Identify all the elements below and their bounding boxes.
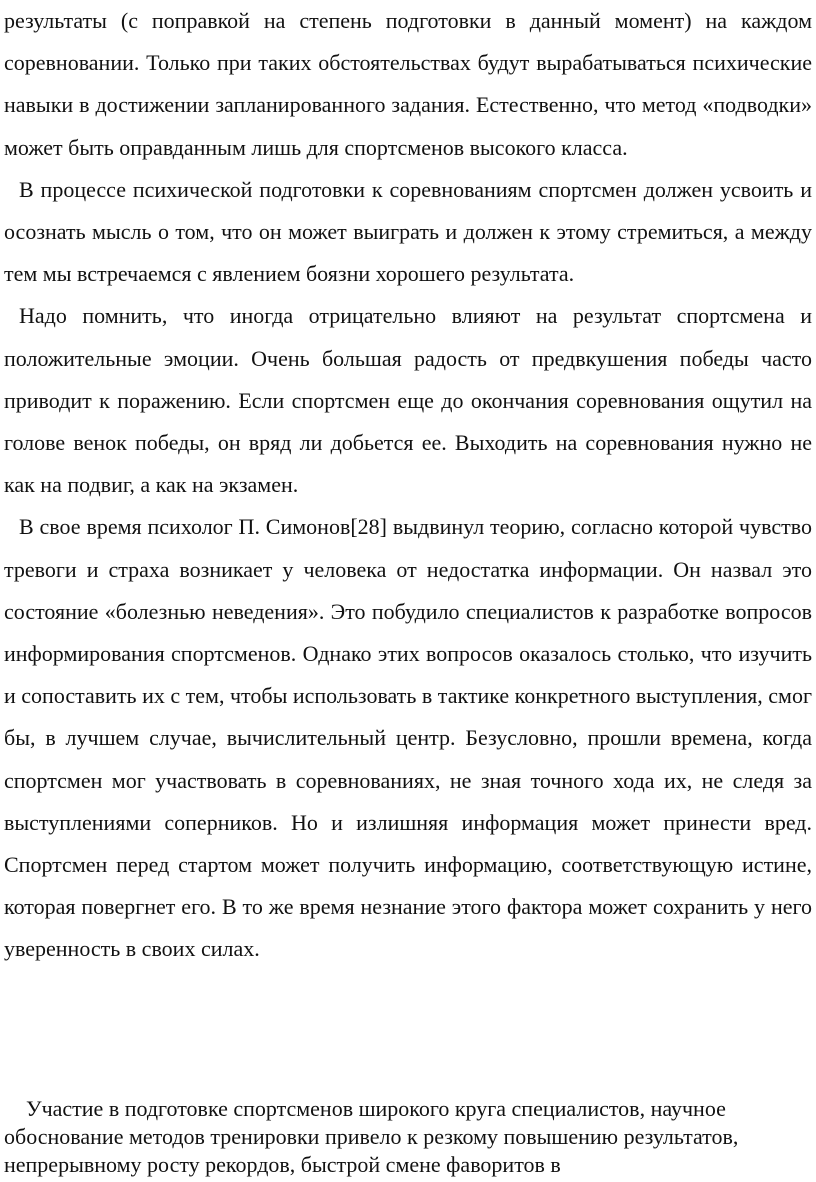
paragraph-5: Участие в подготовке спортсменов широкого круга специалистов, научное обоснование методов тренировки привело к резкому повышению результатов, непрерывному росту рекордов, быстрой смене фаворитов в [4, 1096, 739, 1177]
document-body [4, 0, 812, 971]
paragraph-4: В свое время психолог П. Симонов[28] выдвинул теорию, согласно которой чувство тревоги и страха возникает у человека от недостатка информации. Он назвал это состояние «болезнью неведения». Это побудило специалистов к разработке вопросов информирования спортсменов. Однако этих вопросов оказалось столько, что изучить и сопоставить их с тем, чтобы использовать в тактике конкретного выступления, смог бы, в лучшем случае, вычислительный центр. Безусловно, прошли времена, когда спортсмен мог участвовать в соревнованиях, не зная точного хода их, не следя за выступлениями соперников. Но и излишняя информация может принести вред. Спортсмен перед стартом может получить информацию, соответствующую истине, которая повергнет его. В то же время незнание этого фактора может сохранить у него уверенность в своих силах. [4, 514, 812, 962]
paragraph-3: Надо помнить, что иногда отрицательно влияют на результат спортсмена и положительные эмоции. Очень большая радость от предвкушения победы часто приводит к поражению. Если спортсмен еще до окончания соревнования ощутил на голове венок победы, он вряд ли добьется ее. Выходить на соревнования нужно не как на подвиг, а как на экзамен. [4, 303, 812, 498]
paragraph-1: результаты (с поправкой на степень подготовки в данный момент) на каждом соревновании. Только при таких обстоятельствах будут вырабатываться психические навыки в достижении запланированного задания. Естественно, что метод «подводки» может быть оправданным лишь для спортсменов высокого класса. [4, 8, 812, 160]
paragraph-2: В процессе психической подготовки к соревнованиям спортсмен должен усвоить и осознать мысль о том, что он может выиграть и должен к этому стремиться, а между тем мы встречаемся с явлением боязни хорошего результата. [4, 176, 812, 287]
